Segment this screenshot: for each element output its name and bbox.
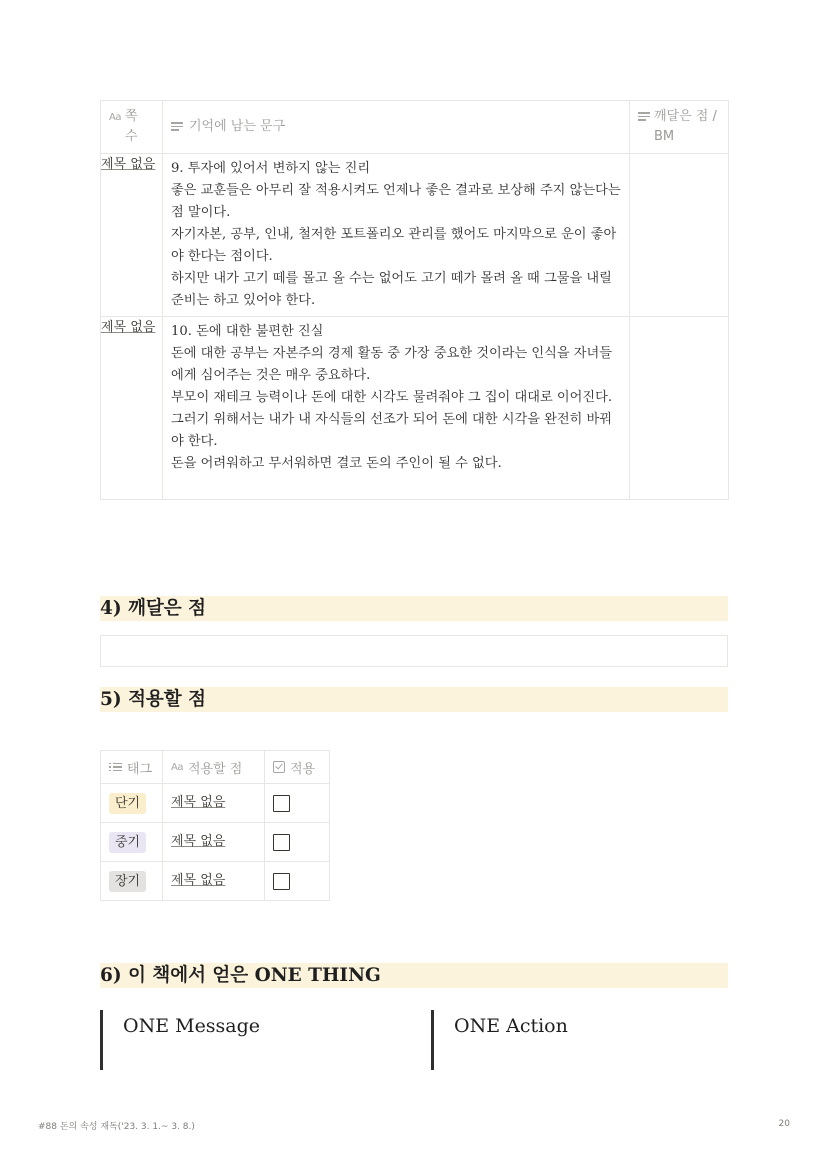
column-header-page-label: 쪽 수 bbox=[124, 109, 138, 144]
footer-page-number: 20 bbox=[778, 1119, 790, 1129]
column-header-quote[interactable] bbox=[163, 101, 630, 154]
tag-cell[interactable] bbox=[101, 823, 163, 862]
tag-cell[interactable] bbox=[101, 784, 163, 823]
realization-text-box[interactable] bbox=[100, 635, 728, 667]
column-header-applied[interactable] bbox=[265, 751, 330, 784]
column-header-item[interactable] bbox=[163, 751, 265, 784]
section-heading-one-thing: 6) 이 책에서 얻은 ONE THING bbox=[100, 963, 728, 988]
text-lines-icon bbox=[638, 112, 650, 122]
applied-cell bbox=[265, 823, 330, 862]
column-header-quote-label: 기억에 남는 문구 bbox=[189, 119, 286, 134]
apply-table bbox=[100, 750, 330, 901]
text-lines-icon bbox=[171, 122, 183, 132]
table-row bbox=[101, 317, 729, 500]
applied-checkbox[interactable] bbox=[273, 873, 290, 890]
tag-badge-mid: 중기 bbox=[109, 832, 146, 853]
item-title-link[interactable]: 제목 없음 bbox=[171, 873, 226, 888]
item-cell bbox=[163, 784, 265, 823]
quote-line: 돈을 어려워하고 무서워하면 결코 돈의 주인이 될 수 없다. bbox=[171, 456, 502, 471]
quote-cell[interactable] bbox=[163, 154, 630, 317]
quote-line: 10. 돈에 대한 불편한 진실 bbox=[171, 324, 324, 339]
column-header-applied-label: 적용 bbox=[290, 761, 316, 777]
quote-line: 좋은 교훈들은 아무리 잘 적용시켜도 언제나 좋은 결과로 보상해 주지 않는다는 점 말이다. bbox=[171, 183, 621, 220]
column-header-page[interactable] bbox=[101, 101, 163, 154]
text-property-icon: Aa bbox=[171, 762, 183, 773]
row-title-link[interactable]: 제목 없음 bbox=[101, 320, 156, 335]
quote-line: 자기자본, 공부, 인내, 철저한 포트폴리오 관리를 했어도 마지막으로 운이 좋아야 한다는 점이다. bbox=[171, 227, 617, 264]
quote-cell[interactable] bbox=[163, 317, 630, 500]
column-header-item-label: 적용할 점 bbox=[187, 761, 243, 777]
one-message-label: ONE Message bbox=[123, 1015, 261, 1037]
quote-line: 부모이 재테크 능력이나 돈에 대한 시각도 물려줘야 그 집이 대대로 이어진다. bbox=[171, 390, 613, 405]
table-row bbox=[101, 862, 330, 901]
table-row bbox=[101, 784, 330, 823]
column-header-tag[interactable] bbox=[101, 751, 163, 784]
quote-line: 그러기 위해서는 내가 내 자식들의 선조가 되어 돈에 대한 시각을 완전히 바꿔야 한다. bbox=[171, 412, 613, 449]
one-message-callout[interactable] bbox=[100, 1010, 423, 1070]
section-heading-apply: 5) 적용할 점 bbox=[100, 687, 728, 712]
insight-cell[interactable] bbox=[630, 317, 729, 500]
quote-line: 9. 투자에 있어서 변하지 않는 진리 bbox=[171, 161, 371, 176]
one-action-callout[interactable] bbox=[431, 1010, 724, 1070]
insight-cell[interactable] bbox=[630, 154, 729, 317]
quote-line: 하지만 내가 고기 떼를 몰고 올 수는 없어도 고기 떼가 몰려 올 때 그물을 내릴 준비는 하고 있어야 한다. bbox=[171, 271, 612, 308]
item-title-link[interactable]: 제목 없음 bbox=[171, 795, 226, 810]
applied-cell bbox=[265, 784, 330, 823]
applied-cell bbox=[265, 862, 330, 901]
section-heading-realization: 4) 깨달은 점 bbox=[100, 596, 728, 621]
column-header-tag-label: 태그 bbox=[127, 761, 153, 777]
table-row bbox=[101, 823, 330, 862]
item-cell bbox=[163, 862, 265, 901]
applied-checkbox[interactable] bbox=[273, 834, 290, 851]
quotes-header-row bbox=[101, 101, 729, 154]
list-icon bbox=[109, 761, 122, 774]
quote-line: 돈에 대한 공부는 자본주의 경제 활동 중 가장 중요한 것이라는 인식을 자녀들에게 심어주는 것은 매우 중요하다. bbox=[171, 346, 613, 383]
one-action-label: ONE Action bbox=[454, 1015, 568, 1037]
tag-badge-short: 단기 bbox=[109, 793, 146, 814]
item-title-link[interactable]: 제목 없음 bbox=[171, 834, 226, 849]
quotes-table bbox=[100, 100, 729, 500]
text-property-icon: Aa bbox=[109, 112, 121, 123]
item-cell bbox=[163, 823, 265, 862]
row-title-cell bbox=[101, 317, 163, 500]
checkbox-property-icon bbox=[273, 761, 285, 773]
column-header-insight[interactable] bbox=[630, 101, 729, 154]
applied-checkbox[interactable] bbox=[273, 795, 290, 812]
table-row bbox=[101, 154, 729, 317]
column-header-insight-label: 깨달은 점 / BM bbox=[654, 109, 717, 144]
row-title-link[interactable]: 제목 없음 bbox=[101, 157, 156, 172]
apply-header-row bbox=[101, 751, 330, 784]
tag-cell[interactable] bbox=[101, 862, 163, 901]
tag-badge-long: 장기 bbox=[109, 871, 146, 892]
row-title-cell bbox=[101, 154, 163, 317]
footer-document-title: #88 돈의 속성 재독('23. 3. 1.~ 3. 8.) bbox=[38, 1122, 195, 1132]
